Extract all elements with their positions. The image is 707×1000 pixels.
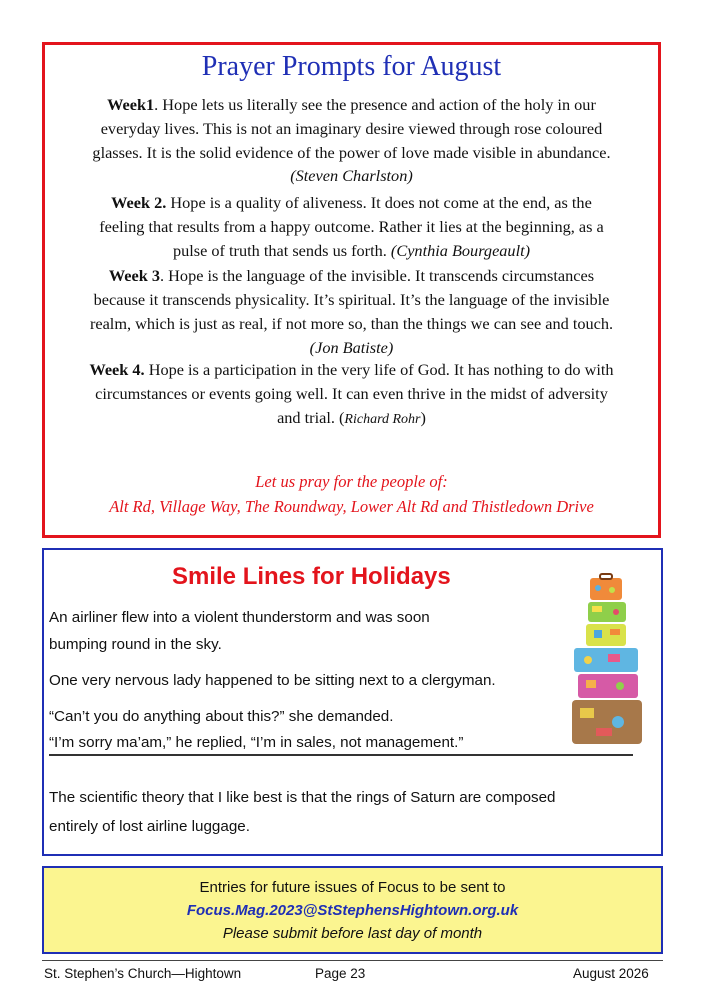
week2-label: Week 2. bbox=[111, 193, 167, 212]
week4-cite-end: ) bbox=[420, 408, 426, 427]
week2-line: feeling that results from a happy outcome. Rather it lies at the beginning, as a bbox=[99, 217, 604, 236]
footer-page-number: Page 23 bbox=[315, 966, 366, 981]
joke-line: bumping round in the sky. bbox=[49, 636, 222, 653]
pray-line-1: Let us pray for the people of: bbox=[255, 472, 448, 491]
smile-lines-box bbox=[42, 548, 663, 856]
deadline-note: Please submit before last day of month bbox=[222, 925, 483, 942]
joke-line: An airliner flew into a violent thunderstorm and was soon bbox=[49, 609, 430, 626]
week2-line: Hope is a quality of aliveness. It does not come at the end, as the bbox=[166, 193, 592, 212]
week3-line: . Hope is the language of the invisible. It transcends circumstances bbox=[160, 266, 595, 285]
smile-title: Smile Lines for Holidays bbox=[172, 563, 451, 590]
week1-paragraph bbox=[55, 93, 648, 165]
week3-label: Week 3 bbox=[108, 266, 161, 285]
week1-line: . Hope lets us literally see the presence and action of the holy in our bbox=[154, 95, 596, 114]
week4-line: Hope is a participation in the very life of God. It has nothing to do with bbox=[144, 360, 614, 379]
week4-line: circumstances or events going well. It can even thrive in the midst of adversity bbox=[95, 384, 608, 403]
submissions-info-box bbox=[42, 866, 663, 954]
footer-church-name: St. Stephen’s Church—Hightown bbox=[44, 966, 242, 981]
joke-line: One very nervous lady happened to be sitting next to a clergyman. bbox=[49, 672, 496, 689]
joke-line: “Can’t you do anything about this?” she demanded. bbox=[49, 708, 394, 725]
prayer-prompts-box bbox=[42, 42, 661, 538]
week1-line: everyday lives. This is not an imaginary desire viewed through rose coloured bbox=[100, 119, 603, 138]
week1-line: glasses. It is the solid evidence of the power of love made visible in abundance. bbox=[92, 143, 611, 162]
week4-citation: Richard Rohr bbox=[344, 412, 421, 427]
week2-line: pulse of truth that sends us forth. bbox=[172, 241, 391, 260]
week3-line: realm, which is just as real, if not more so, than the things we can see and touch. bbox=[89, 314, 614, 333]
joke-line: The scientific theory that I like best is that the rings of Saturn are composed bbox=[49, 789, 556, 806]
week4-label: Week 4. bbox=[89, 360, 145, 379]
pray-line-2: Alt Rd, Village Way, The Roundway, Lower Alt Rd and Thistledown Drive bbox=[109, 497, 594, 516]
joke-line: “I’m sorry ma’am,” he replied, “I’m in sales, not management.” bbox=[49, 734, 464, 751]
joke-line: entirely of lost airline luggage. bbox=[49, 818, 250, 835]
entries-line: Entries for future issues of Focus to be sent to bbox=[199, 879, 506, 896]
week1-label: Week1 bbox=[107, 95, 155, 114]
week3-citation: (Jon Batiste) bbox=[309, 338, 394, 357]
week2-citation: (Cynthia Bourgeault) bbox=[390, 241, 531, 260]
dashed-divider bbox=[49, 754, 633, 756]
submission-email-link[interactable]: Focus.Mag.2023@StStephensHightown.org.uk bbox=[186, 902, 519, 919]
footer-issue-date: August 2026 bbox=[573, 966, 649, 981]
footer-divider bbox=[42, 960, 663, 961]
week1-citation: (Steven Charlston) bbox=[290, 166, 413, 185]
week3-line: because it transcends physicality. It’s spiritual. It’s the language of the invisible bbox=[93, 290, 610, 309]
week3-paragraph bbox=[55, 264, 648, 360]
week4-paragraph bbox=[55, 358, 648, 432]
prayer-title: Prayer Prompts for August bbox=[201, 51, 502, 82]
luggage-stack-illustration bbox=[570, 572, 646, 748]
week2-paragraph bbox=[55, 191, 648, 263]
week4-line: and trial. ( bbox=[277, 408, 345, 427]
